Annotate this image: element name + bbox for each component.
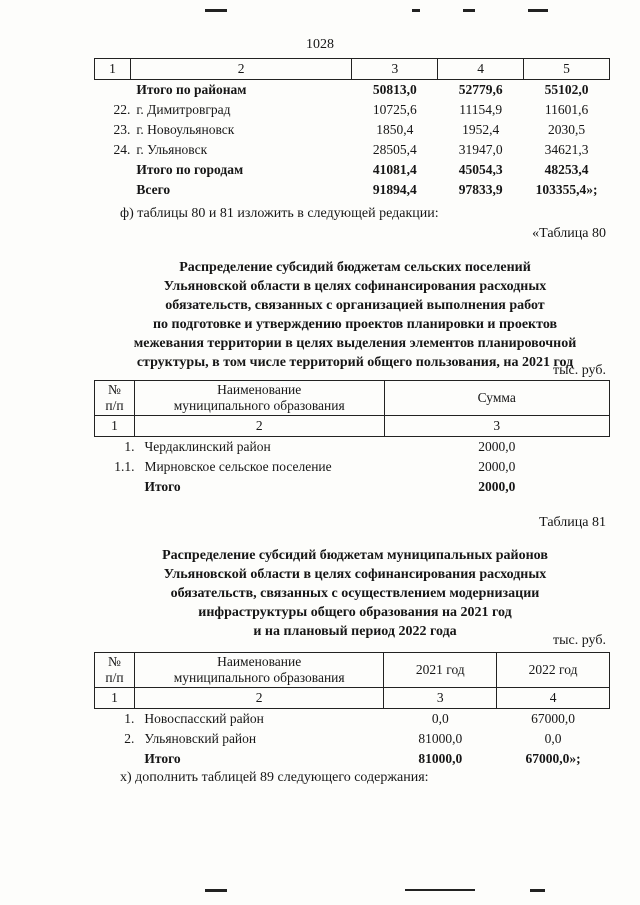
row-num: 23. — [113, 122, 131, 137]
row-2022: 0,0 — [544, 731, 562, 746]
col-name-line: Наименование — [217, 654, 302, 669]
row-name: Итого по городам — [136, 162, 244, 177]
row-name: Итого по районам — [136, 82, 247, 97]
table-row — [95, 709, 610, 730]
table81-index-row — [95, 688, 610, 709]
title-line: обязательств, связанных с осуществлением модернизации — [170, 586, 540, 601]
table80-title — [70, 258, 640, 372]
row-v3: 50813,0 — [372, 82, 417, 97]
col-name-line: муниципального образования — [173, 398, 345, 413]
th-4: 4 — [438, 59, 524, 80]
row-v5: 55102,0 — [544, 82, 589, 97]
col-name-line: муниципального образования — [173, 670, 345, 685]
row-v5: 2030,5 — [547, 122, 586, 137]
table80-header — [95, 381, 610, 416]
th-1: 1 — [95, 59, 131, 80]
row-num: 1. — [124, 711, 135, 726]
col-name-header — [134, 653, 384, 688]
row-v3: 28505,4 — [372, 142, 417, 157]
index-cell: 3 — [384, 416, 610, 437]
row-v5: 34621,3 — [544, 142, 589, 157]
row-v5: 48253,4 — [544, 162, 589, 177]
col-num-line: № — [108, 654, 121, 669]
row-v3: 41081,4 — [372, 162, 417, 177]
scan-mark-bottom-1 — [205, 889, 227, 892]
row-v3: 91894,4 — [372, 182, 417, 197]
table-row — [95, 140, 610, 160]
row-v4: 97833,9 — [458, 182, 503, 197]
title-line: структуры, в том числе территорий общего пользования, на 2021 год — [136, 355, 574, 370]
row-2022: 67000,0»; — [525, 751, 581, 766]
row-num — [95, 160, 131, 180]
row-num — [95, 180, 131, 200]
table-row — [95, 100, 610, 120]
col-num-header — [95, 381, 135, 416]
row-v5: 103355,4»; — [535, 182, 598, 197]
title-line: Распределение субсидий бюджетам муниципальных районов — [162, 548, 548, 563]
table-row — [95, 729, 610, 749]
title-line: Распределение субсидий бюджетам сельских поселений — [179, 260, 531, 275]
row-v4: 52779,6 — [458, 82, 503, 97]
row-sum: 2000,0 — [478, 459, 516, 474]
table81 — [94, 652, 610, 769]
col-name-line: Наименование — [217, 382, 302, 397]
table-row — [95, 180, 610, 200]
row-num: 1.1. — [114, 459, 135, 474]
table80-index-row — [95, 416, 610, 437]
row-v4: 31947,0 — [458, 142, 503, 157]
row-num: 22. — [113, 102, 131, 117]
table81-title — [70, 546, 640, 641]
row-name: г. Димитровград — [136, 102, 231, 117]
row-num: 24. — [113, 142, 131, 157]
row-name: Мирновское сельское поселение — [144, 459, 332, 474]
table-row — [95, 477, 610, 497]
table-row — [95, 437, 610, 458]
title-line: Ульяновской области в целях софинансирования расходных — [163, 567, 547, 582]
row-num: 2. — [124, 731, 135, 746]
top-table — [94, 58, 610, 200]
row-name: Чердаклинский район — [144, 439, 271, 454]
title-line: Ульяновской области в целях софинансирования расходных — [163, 279, 547, 294]
row-num — [95, 477, 135, 497]
index-cell: 2 — [134, 416, 384, 437]
th-3: 3 — [352, 59, 438, 80]
scan-mark-top-4 — [528, 9, 548, 12]
table-row — [95, 120, 610, 140]
paragraph-x: х) дополнить таблицей 89 следующего содержания: — [120, 770, 429, 785]
row-name: Итого — [144, 479, 181, 494]
table-row — [95, 749, 610, 769]
index-cell: 3 — [384, 688, 497, 709]
row-2021: 81000,0 — [418, 751, 463, 766]
table81-label: Таблица 81 — [539, 515, 606, 530]
title-line: инфраструктуры общего образования на 2021 год — [198, 605, 512, 620]
row-num — [95, 80, 131, 101]
title-line: обязательств, связанных с организацией выполнения работ — [165, 298, 545, 313]
row-name: г. Ульяновск — [136, 142, 208, 157]
table81-unit: тыс. руб. — [553, 633, 606, 648]
row-name: г. Новоульяновск — [136, 122, 235, 137]
row-name: Всего — [136, 182, 171, 197]
scan-mark-bottom-2 — [405, 889, 475, 891]
row-name: Новоспасский район — [144, 711, 264, 726]
table-row — [95, 160, 610, 180]
row-v4: 11154,9 — [459, 102, 503, 117]
col-num-line: п/п — [105, 398, 124, 413]
row-num: 1. — [124, 439, 135, 454]
col-name-header — [134, 381, 384, 416]
col-2021-header: 2021 год — [384, 653, 497, 688]
top-table-header — [95, 59, 610, 80]
table80-label: «Таблица 80 — [532, 226, 606, 241]
index-cell: 1 — [95, 416, 135, 437]
table-row — [95, 457, 610, 477]
col-2022-header: 2022 год — [497, 653, 610, 688]
col-num-header — [95, 653, 135, 688]
scan-mark-top-3 — [463, 9, 475, 12]
row-sum: 2000,0 — [478, 479, 516, 494]
scan-mark-top-1 — [205, 9, 227, 12]
title-line: по подготовке и утверждению проектов планировки и проектов — [152, 317, 558, 332]
col-num-line: № — [108, 382, 121, 397]
index-cell: 1 — [95, 688, 135, 709]
row-2021: 0,0 — [431, 711, 449, 726]
row-v3: 1850,4 — [376, 122, 414, 137]
paragraph-f: ф) таблицы 80 и 81 изложить в следующей редакции: — [120, 206, 439, 221]
row-v3: 10725,6 — [372, 102, 417, 117]
index-cell: 4 — [497, 688, 610, 709]
col-sum-header: Сумма — [384, 381, 610, 416]
row-name: Ульяновский район — [144, 731, 257, 746]
row-v5: 11601,6 — [544, 102, 589, 117]
row-num — [95, 749, 135, 769]
row-sum: 2000,0 — [478, 439, 516, 454]
row-2021: 81000,0 — [418, 731, 463, 746]
th-2: 2 — [130, 59, 351, 80]
page-number: 1028 — [306, 37, 334, 52]
row-v4: 45054,3 — [458, 162, 503, 177]
scan-mark-top-2 — [412, 9, 420, 12]
th-5: 5 — [524, 59, 610, 80]
row-v4: 1952,4 — [462, 122, 500, 137]
title-line: межевания территории в целях выделения элементов планировочной — [133, 336, 577, 351]
index-cell: 2 — [134, 688, 384, 709]
row-name: Итого — [144, 751, 181, 766]
table-row — [95, 80, 610, 101]
table80-unit: тыс. руб. — [553, 363, 606, 378]
scan-mark-bottom-3 — [530, 889, 545, 892]
table80 — [94, 380, 610, 497]
table81-header — [95, 653, 610, 688]
row-2022: 67000,0 — [531, 711, 576, 726]
col-num-line: п/п — [105, 670, 124, 685]
title-line: и на плановый период 2022 года — [253, 624, 457, 639]
